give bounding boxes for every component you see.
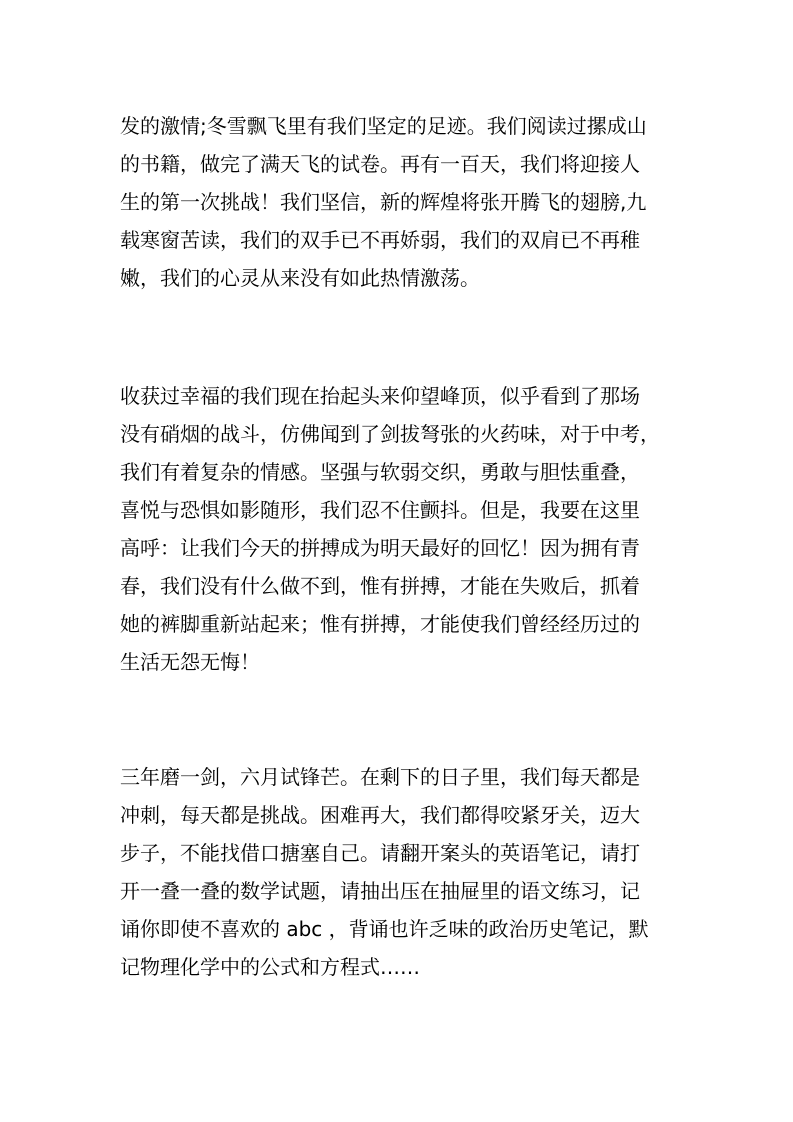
paragraph-1-line: 载寒窗苦读，我们的双手已不再娇弱，我们的双肩已不再稚 [120,228,640,252]
paragraph-1-line: 嫩，我们的心灵从来没有如此热情激荡。 [120,266,480,290]
paragraph-3-line: 开一叠一叠的数学试题，请抽出压在抽屉里的语文练习，记 [120,879,640,903]
paragraph-3-line: 冲刺，每天都是挑战。困难再大，我们都得咬紧牙关，迈大 [120,803,640,827]
paragraph-3 [120,758,690,986]
paragraph-3-line: 记物理化学中的公式和方程式…… [120,955,420,979]
paragraph-2-line: 春，我们没有什么做不到，惟有拼搏，才能在失败后，抓着 [120,574,640,598]
paragraph-1-line: 发的激情;冬雪飘飞里有我们坚定的足迹。我们阅读过摞成山 [120,114,647,138]
paragraph-1 [120,107,690,297]
paragraph-2-line: 高呼：让我们今天的拼搏成为明天最好的回忆！因为拥有青 [120,536,640,560]
paragraph-2-line: 收获过幸福的我们现在抬起头来仰望峰顶，似乎看到了那场 [120,384,640,408]
paragraph-2 [120,377,690,681]
paragraph-2-line: 我们有着复杂的情感。坚强与软弱交织，勇敢与胆怯重叠， [120,460,640,484]
paragraph-1-line: 的书籍，做完了满天飞的试卷。再有一百天，我们将迎接人 [120,152,640,176]
paragraph-3-line: 诵你即使不喜欢的 abc ，背诵也许乏味的政治历史笔记，默 [120,917,649,941]
paragraph-3-line: 三年磨一剑，六月试锋芒。在剩下的日子里，我们每天都是 [120,765,640,789]
paragraph-3-line: 步子，不能找借口搪塞自己。请翻开案头的英语笔记，请打 [120,841,640,865]
paragraph-2-line: 喜悦与恐惧如影随形，我们忍不住颤抖。但是，我要在这里 [120,498,640,522]
paragraph-2-line: 生活无怨无悔！ [120,650,260,674]
paragraph-1-line: 生的第一次挑战！我们坚信，新的辉煌将张开腾飞的翅膀,九 [120,190,647,214]
paragraph-2-line: 她的裤脚重新站起来；惟有拼搏，才能使我们曾经经历过的 [120,612,640,636]
paragraph-2-line: 没有硝烟的战斗，仿佛闻到了剑拔弩张的火药味，对于中考， [120,422,660,446]
